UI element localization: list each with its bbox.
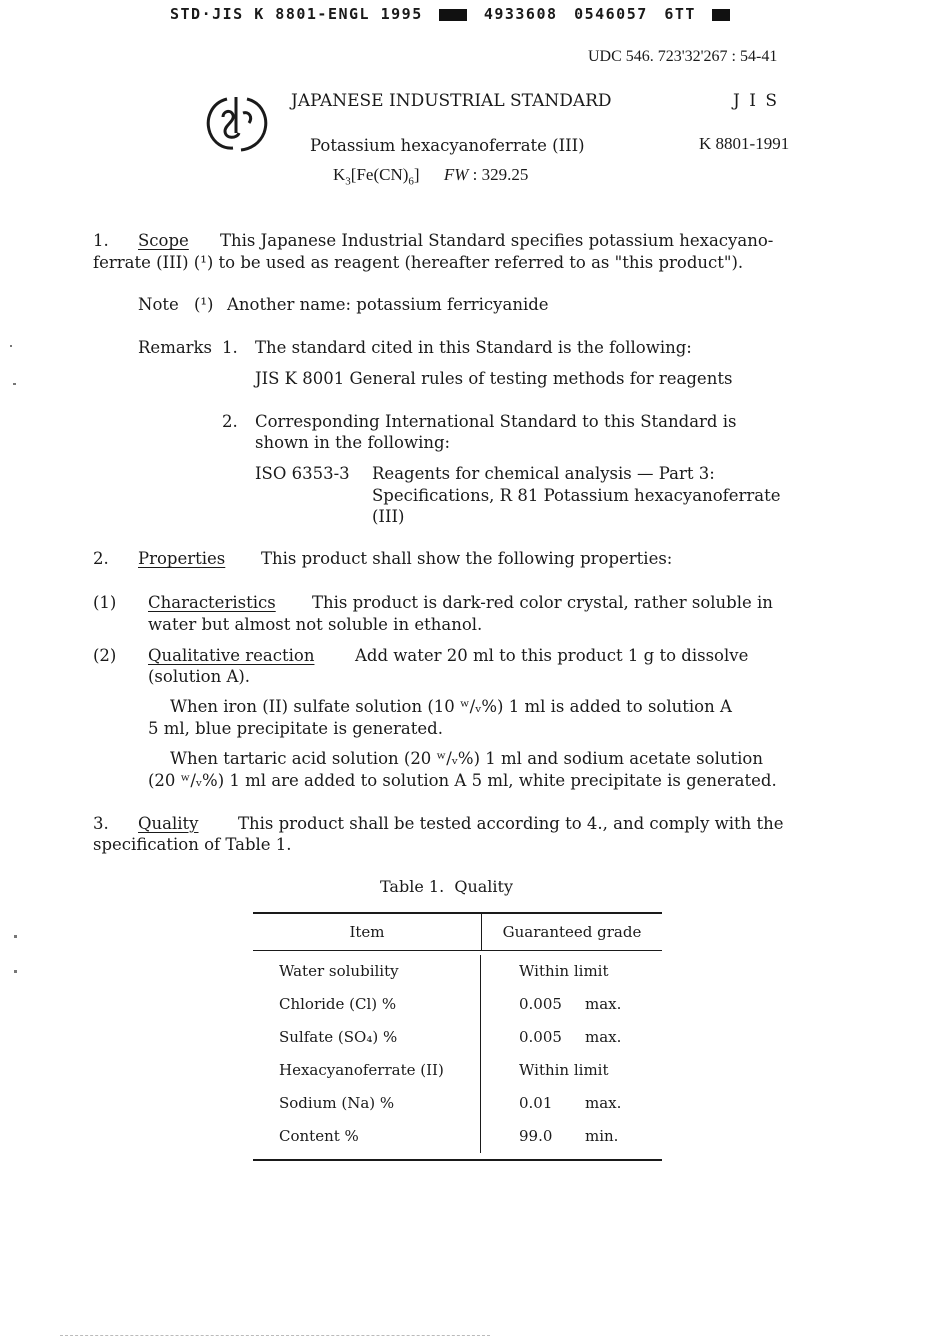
quality-table <box>253 912 662 1161</box>
note-text: Another name: potassium ferricyanide <box>227 295 549 314</box>
grade-value: 0.005 <box>519 1028 562 1046</box>
reaction-a-line-1: When iron (II) sulfate solution (10 ʷ/ᵥ%) 1 ml is added to solution A <box>170 697 732 716</box>
fw-label: FW <box>443 165 469 184</box>
grade-unit: max. <box>585 995 622 1013</box>
remark-2-line-1: Corresponding International Standard to this Standard is <box>255 412 737 431</box>
standard-number: K 8801-1991 <box>699 134 790 153</box>
col-item-header: Item <box>253 914 482 950</box>
cell-grade <box>481 1021 662 1054</box>
property-2-heading: Qualitative reaction <box>148 646 315 665</box>
jis-label: J I S <box>733 91 779 111</box>
table-row <box>253 1120 662 1153</box>
grade-unit: max. <box>585 1028 622 1046</box>
iso-title-line-2: Specifications, R 81 Potassium hexacyanoferrate <box>372 486 781 505</box>
header-tail: 6TT <box>664 5 696 23</box>
property-1-number: (1) <box>93 593 117 612</box>
section-3-heading: Quality <box>138 814 199 833</box>
grade-value: Within limit <box>519 1061 609 1079</box>
jis-mark-icon <box>203 93 271 157</box>
cell-grade <box>481 1087 662 1120</box>
cell-item: Sodium (Na) % <box>253 1087 481 1120</box>
standard-org: JAPANESE INDUSTRIAL STANDARD <box>291 91 612 111</box>
section-1-line-1: This Japanese Industrial Standard specifies potassium hexacyano- <box>220 231 774 250</box>
iso-code: ISO 6353-3 <box>255 464 350 483</box>
cell-grade <box>481 988 662 1021</box>
redaction-block <box>439 9 467 21</box>
header-num2: 0546057 <box>574 5 648 23</box>
header-code: STD·JIS K 8801-ENGL 1995 <box>170 5 423 23</box>
grade-value: 0.005 <box>519 995 562 1013</box>
reaction-b-line-1: When tartaric acid solution (20 ʷ/ᵥ%) 1 ml and sodium acetate solution <box>170 749 763 768</box>
remark-1-reference: JIS K 8001 General rules of testing methods for reagents <box>255 369 733 388</box>
grade-value: 0.01 <box>519 1094 553 1112</box>
table-row <box>253 988 662 1021</box>
cell-item: Content % <box>253 1120 481 1153</box>
property-1-line-2: water but almost not soluble in ethanol. <box>148 615 483 634</box>
property-2-number: (2) <box>93 646 117 665</box>
section-2-text: This product shall show the following properties: <box>261 549 673 568</box>
section-3-line-2: specification of Table 1. <box>93 835 292 854</box>
section-3-line-1: This product shall be tested according to 4., and comply with the <box>238 814 784 833</box>
property-1-heading: Characteristics <box>148 593 276 612</box>
iso-title-line-1: Reagents for chemical analysis — Part 3: <box>372 464 715 483</box>
property-2-line-1: Add water 20 ml to this product 1 g to dissolve <box>355 646 749 665</box>
cell-item: Water solubility <box>253 955 481 988</box>
grade-unit: min. <box>585 1127 619 1145</box>
property-1-line-1: This product is dark-red color crystal, rather soluble in <box>312 593 773 612</box>
table-caption: Table 1. Quality <box>380 877 513 896</box>
cell-grade <box>481 1120 662 1153</box>
cell-item: Chloride (Cl) % <box>253 988 481 1021</box>
cell-item: Hexacyanoferrate (II) <box>253 1054 481 1087</box>
remarks-label: Remarks <box>138 338 213 357</box>
note-ref: (¹) <box>194 295 214 314</box>
scan-header <box>170 5 736 23</box>
section-3-number: 3. <box>93 814 109 833</box>
property-2-line-2: (solution A). <box>148 667 251 686</box>
table-row <box>253 1054 662 1087</box>
remark-1-text: The standard cited in this Standard is the following: <box>255 338 692 357</box>
table-row <box>253 1021 662 1054</box>
col-grade-header: Guaranteed grade <box>502 923 642 941</box>
remark-1-number: 1. <box>222 338 238 357</box>
section-1-line-2: ferrate (III) (¹) to be used as reagent (hereafter referred to as "this product"). <box>93 253 744 272</box>
grade-unit: max. <box>585 1094 622 1112</box>
grade-value: Within limit <box>519 962 609 980</box>
cell-grade <box>481 1054 662 1087</box>
section-1-number: 1. <box>93 231 109 250</box>
redaction-block <box>712 9 730 21</box>
chemical-formula: $K_3[Fe(CN)_6]$ FW : 329.25 <box>333 165 529 188</box>
note-label: Note <box>138 295 179 314</box>
table-body <box>253 951 662 1161</box>
section-2-number: 2. <box>93 549 109 568</box>
table-header-row <box>253 912 662 951</box>
section-1-heading: Scope <box>138 231 189 250</box>
udc-code: UDC 546. 723'32'267 : 54-41 <box>588 48 778 65</box>
cell-item: Sulfate (SO₄) % <box>253 1021 481 1054</box>
grade-value: 99.0 <box>519 1127 553 1145</box>
scan-artifact-line <box>60 1335 490 1337</box>
standard-title: Potassium hexacyanoferrate (III) <box>310 136 585 155</box>
iso-title-line-3: (III) <box>372 507 405 526</box>
remark-2-line-2: shown in the following: <box>255 433 451 452</box>
reaction-b-line-2: (20 ʷ/ᵥ%) 1 ml are added to solution A 5 ml, white precipitate is generated. <box>148 771 777 790</box>
header-num1: 4933608 <box>483 5 558 23</box>
cell-grade <box>481 955 662 988</box>
reaction-a-line-2: 5 ml, blue precipitate is generated. <box>148 719 443 738</box>
scan-speck <box>10 345 12 347</box>
scan-speck <box>14 935 17 938</box>
table-row <box>253 955 662 988</box>
scan-speck <box>13 383 16 385</box>
fw-value: : 329.25 <box>472 165 529 184</box>
section-2-heading: Properties <box>138 549 226 568</box>
remark-2-number: 2. <box>222 412 238 431</box>
table-row <box>253 1087 662 1120</box>
scan-speck <box>14 970 17 973</box>
